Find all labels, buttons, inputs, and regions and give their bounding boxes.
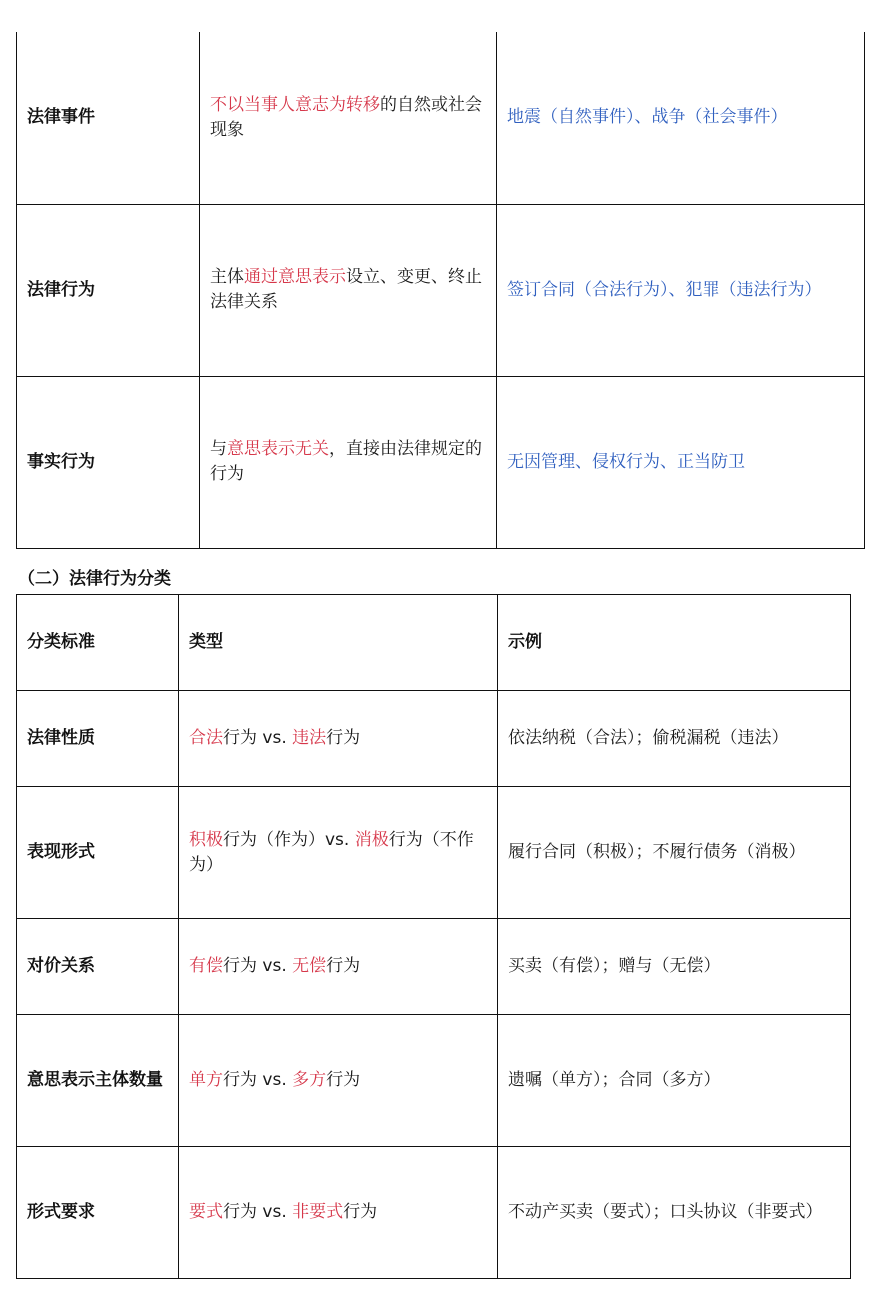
table-row [17,919,851,1015]
row-type [179,787,498,919]
text-segment: ，直接由法律规定的行为 [210,439,482,484]
highlighted-text: 合法 [189,728,223,748]
row-type [179,1147,498,1279]
highlighted-text: 要式 [189,1202,223,1222]
legal-facts-table [16,32,865,549]
highlighted-text: 非要式 [292,1202,344,1222]
highlighted-text: 违法 [292,728,327,748]
row-example: 不动产买卖（要式）；口头协议（非要式） [498,1147,851,1279]
highlighted-text: 消极 [354,829,389,850]
row-label: 形式要求 [17,1147,179,1279]
text-segment: 行为 [326,728,361,748]
row-example: 依法纳税（合法）；偷税漏税（违法） [498,691,851,787]
highlighted-text: 单方 [189,1070,223,1090]
text-segment: 行为 vs. [223,728,293,748]
row-type [179,1015,498,1147]
table-row [17,787,851,919]
highlighted-text: 无偿 [292,956,327,976]
row-description [200,376,497,548]
highlighted-text: 通过意思表示 [244,267,346,287]
row-example: 买卖（有偿）；赠与（无偿） [498,919,851,1015]
row-label: 表现形式 [17,787,179,919]
table-row [17,376,865,548]
row-type [179,691,498,787]
highlighted-text: 意思表示无关 [227,439,329,459]
row-example: 履行合同（积极）；不履行债务（消极） [498,787,851,919]
text-segment: 行为 [326,956,361,976]
table-row [17,204,865,376]
row-label: 法律事件 [17,32,200,204]
row-label: 法律行为 [17,204,200,376]
table-header-row [17,595,851,691]
section-title: （二）法律行为分类 [18,569,171,589]
highlighted-text: 有偿 [189,956,223,976]
text-segment: 的自然或社会现象 [210,94,482,140]
text-segment: 行为 [326,1070,361,1090]
text-segment: 主体 [210,267,244,287]
text-segment: 行为 vs. [223,1070,293,1090]
table-row [17,32,865,204]
row-label: 对价关系 [17,919,179,1015]
row-description [200,32,497,204]
table-row [17,1147,851,1279]
row-example: 地震（自然事件）、战争（社会事件） [497,32,865,204]
text-segment: 行为 [343,1202,378,1222]
highlighted-text: 多方 [292,1070,327,1090]
row-type [179,919,498,1015]
text-segment: 行为（不作为） [189,829,474,875]
text-segment: 行为 vs. [223,1202,293,1222]
row-label: 事实行为 [17,376,200,548]
row-label: 意思表示主体数量 [17,1015,179,1147]
row-example: 遗嘱（单方）；合同（多方） [498,1015,851,1147]
text-segment: 行为（作为）vs. [223,829,355,850]
header-example: 示例 [498,595,851,691]
table-row [17,691,851,787]
row-label: 法律性质 [17,691,179,787]
legal-acts-classification-table [16,594,851,1279]
highlighted-text: 不以当事人意志为转移 [210,94,380,115]
highlighted-text: 积极 [189,829,223,850]
row-example: 签订合同（合法行为）、犯罪（违法行为） [497,204,865,376]
header-classification-standard: 分类标准 [17,595,179,691]
header-type: 类型 [179,595,498,691]
text-segment: 与 [210,439,227,459]
table-row [17,1015,851,1147]
row-description [200,204,497,376]
text-segment: 设立、变更、终止法律关系 [210,267,482,312]
text-segment: 行为 vs. [223,956,293,976]
row-example: 无因管理、侵权行为、正当防卫 [497,376,865,548]
